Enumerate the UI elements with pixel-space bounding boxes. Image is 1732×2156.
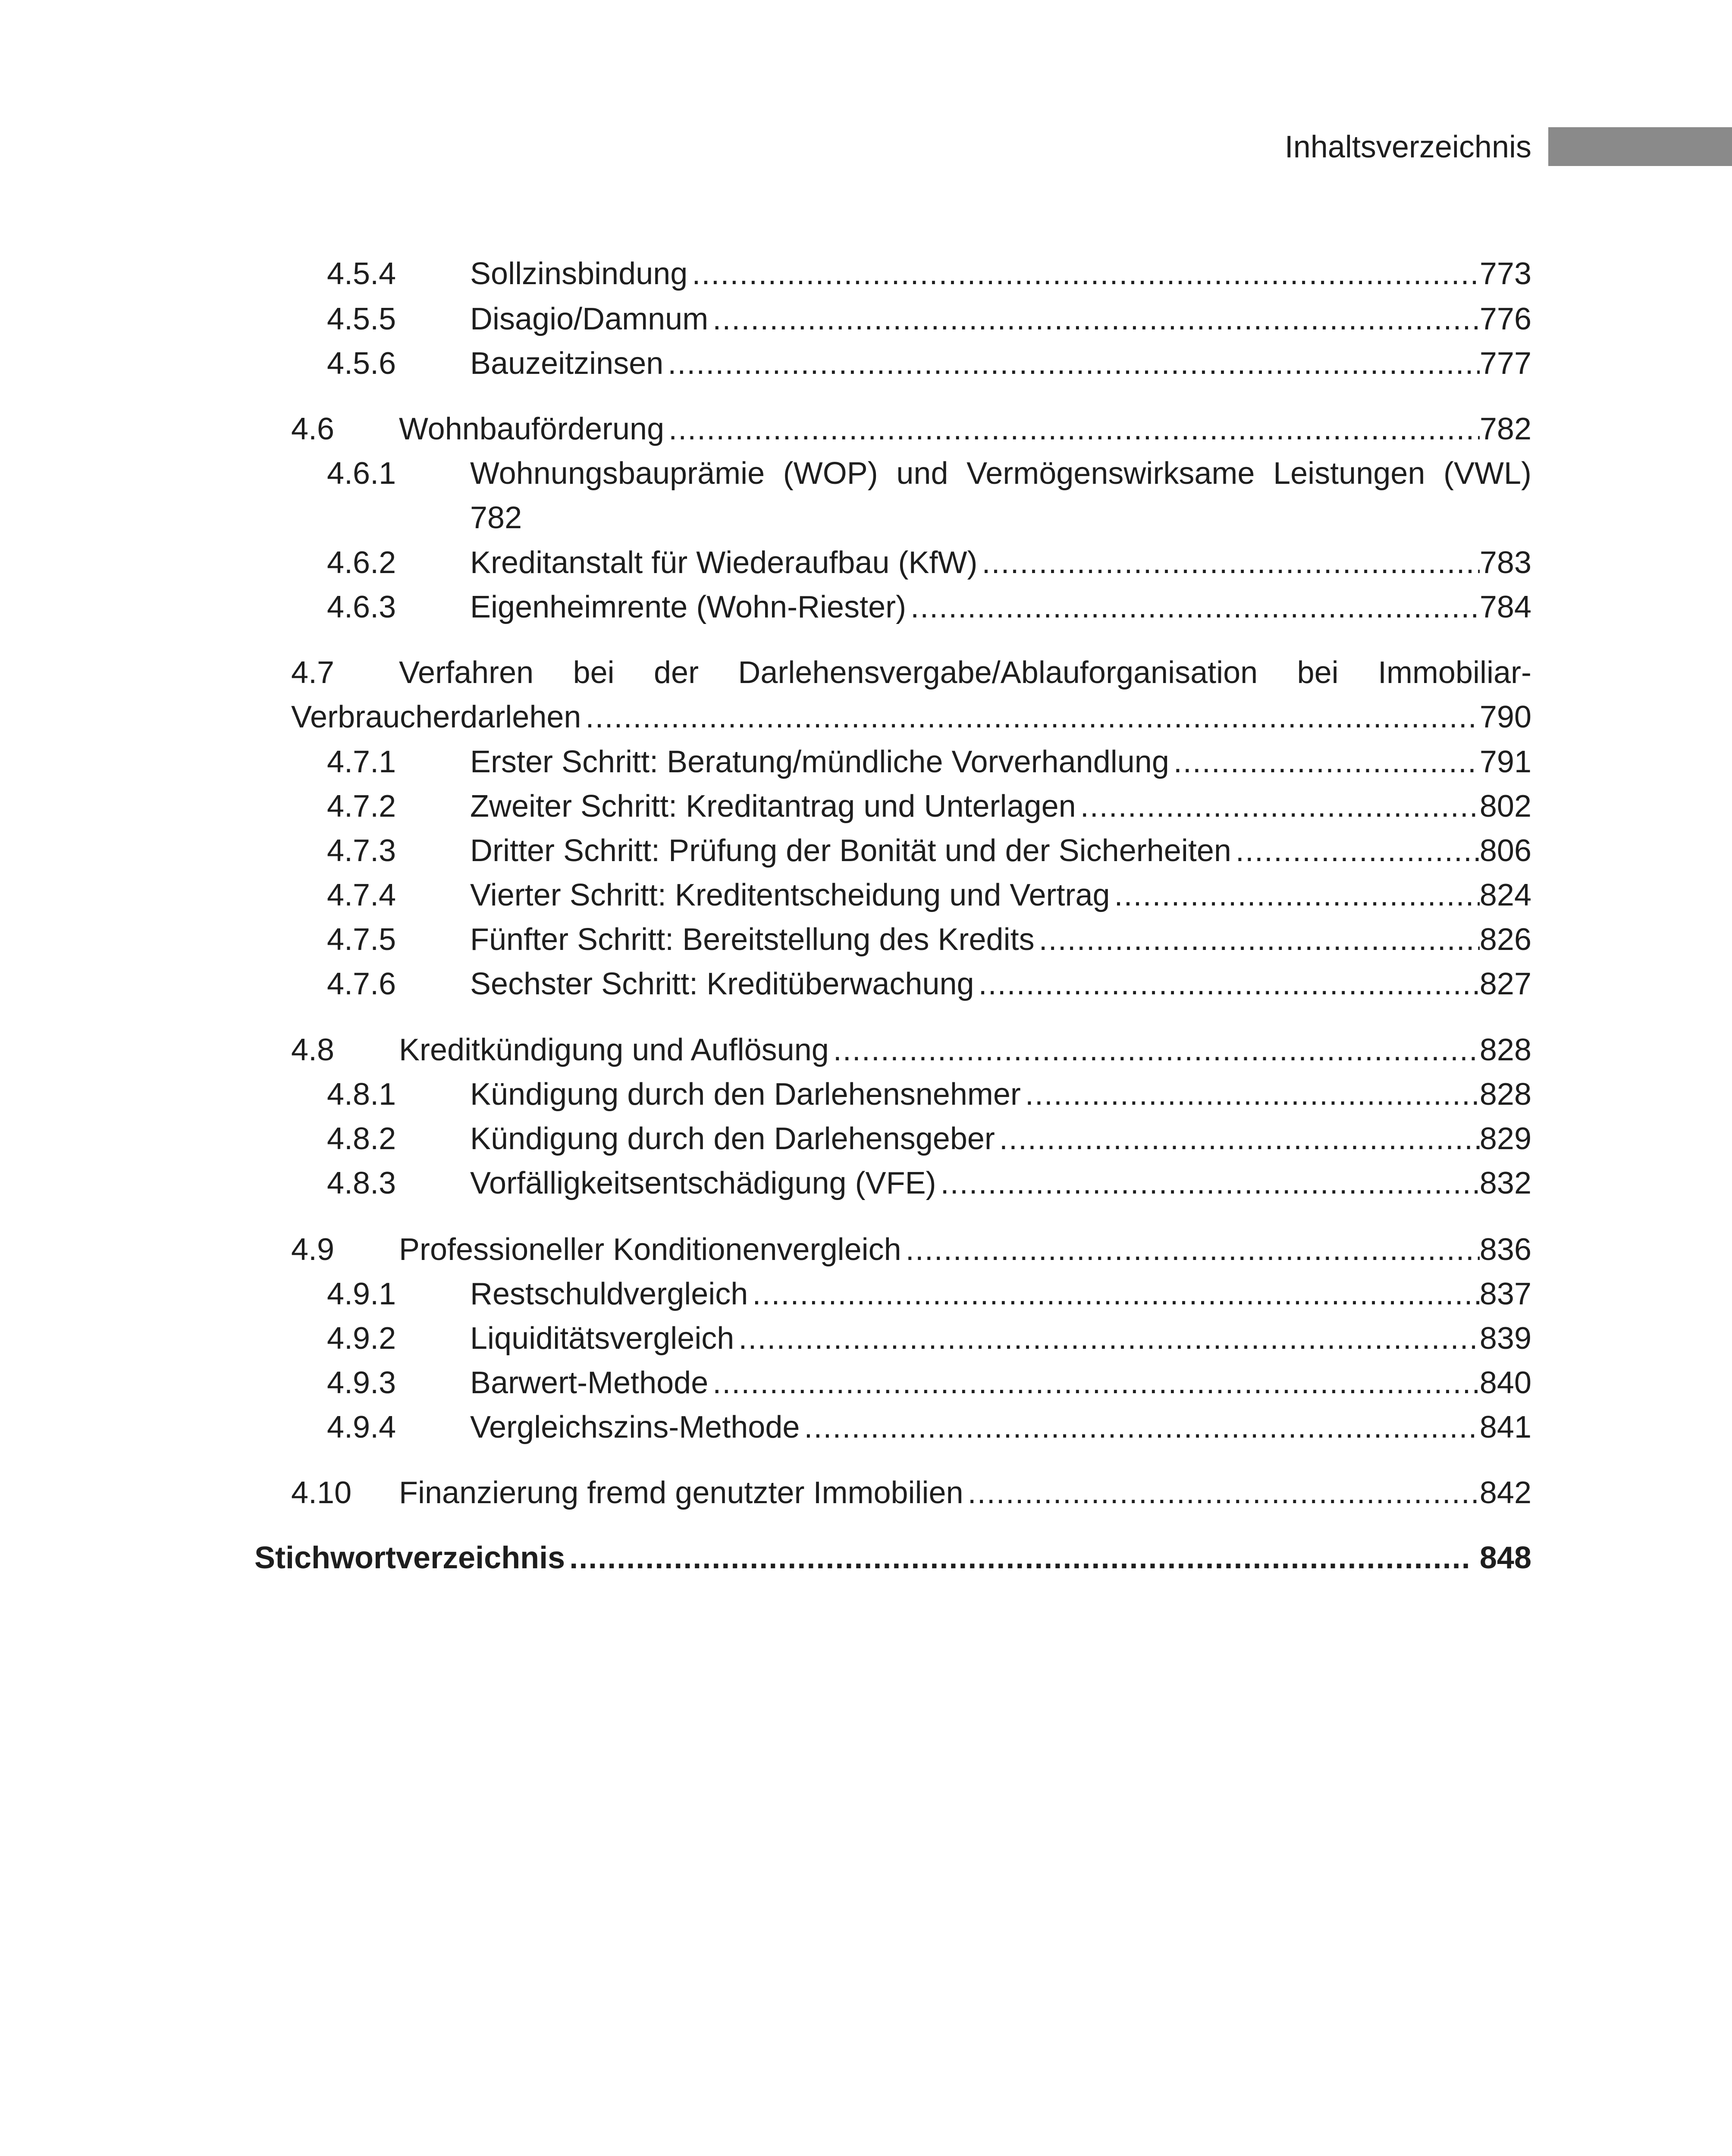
toc-entry-page: 839 [1479, 1321, 1531, 1356]
toc-entry-4-5-4[interactable] [0, 252, 1732, 295]
toc-entry-number: 4.10 [291, 1476, 352, 1510]
toc-entry-page: 802 [1479, 789, 1531, 824]
toc-entry-page: 829 [1479, 1122, 1531, 1156]
toc-entry-number: 4.9 [291, 1232, 335, 1267]
toc-entry-title-row [470, 874, 1531, 917]
leader-dots [968, 1471, 1480, 1514]
toc-entry-page: 773 [1479, 257, 1531, 291]
toc-entry-title: Sechster Schritt: Kreditüberwachung [470, 967, 974, 1001]
toc-entry-4-8-2[interactable] [0, 1117, 1732, 1160]
leader-dots [752, 1272, 1480, 1316]
leader-dots [738, 1317, 1480, 1360]
toc-entry-number: 4.6.3 [327, 590, 396, 624]
toc-entry-title: Erster Schritt: Beratung/mündliche Vorverhandlung [470, 745, 1169, 779]
toc-entry-4-5-6[interactable] [0, 342, 1732, 385]
toc-entry-title-row [470, 918, 1531, 961]
toc-entry-title: Disagio/Damnum [470, 302, 709, 336]
toc-entry-4-8-1[interactable] [0, 1073, 1732, 1116]
toc-entry-title-row [254, 1536, 1531, 1579]
toc-entry-number: 4.6 [291, 412, 335, 446]
toc-entry-page: 828 [1479, 1077, 1531, 1112]
leader-dots [585, 696, 1479, 739]
leader-dots [982, 541, 1479, 584]
leader-dots [712, 1361, 1480, 1404]
toc-entry-number: 4.5.6 [327, 346, 396, 381]
toc-entry-page: 782 [1479, 412, 1531, 446]
toc-entry-title: Kündigung durch den Darlehensnehmer [470, 1077, 1021, 1112]
toc-entry-page: 842 [1479, 1476, 1531, 1510]
toc-entry-4-9-3[interactable] [0, 1361, 1732, 1404]
toc-entry-page: 790 [1479, 700, 1531, 734]
toc-entry-title-row [470, 1361, 1531, 1404]
toc-entry-number: 4.7.1 [327, 745, 396, 779]
toc-entry-number: 4.8.2 [327, 1122, 396, 1156]
toc-entry-title-row [399, 1471, 1531, 1514]
leader-dots [1025, 1073, 1480, 1116]
header-accent-bar [1548, 127, 1732, 166]
leader-dots [1080, 785, 1480, 828]
leader-dots [569, 1536, 1471, 1579]
toc-entry-page: 837 [1479, 1277, 1531, 1311]
toc-entry-title: Stichwortverzeichnis [254, 1541, 565, 1575]
leader-dots [833, 1028, 1480, 1072]
toc-entry-title-row [470, 1317, 1531, 1360]
toc-entry-4-6-3[interactable] [0, 586, 1732, 629]
toc-entry-title: Vierter Schritt: Kreditentscheidung und Vertrag [470, 878, 1110, 912]
toc-entry-title-row [470, 252, 1531, 295]
toc-entry-title: Kündigung durch den Darlehensgeber [470, 1122, 995, 1156]
toc-entry-title: Kreditanstalt für Wiederaufbau (KfW) [470, 545, 978, 580]
toc-entry-number: 4.9.3 [327, 1366, 396, 1400]
toc-entry-title: Vergleichszins-Methode [470, 1410, 800, 1445]
toc-entry-number: 4.9.2 [327, 1321, 396, 1356]
toc-entry-4-9-4[interactable] [0, 1406, 1732, 1449]
toc-entry-page: 826 [1479, 922, 1531, 957]
toc-entry-title: Restschuldvergleich [470, 1277, 748, 1311]
toc-entry-4-7-4[interactable] [0, 874, 1732, 917]
toc-entry-page: 848 [1479, 1541, 1531, 1575]
toc-entry-4-7[interactable] [0, 651, 1732, 742]
toc-entry-title: Professioneller Konditionenvergleich [399, 1232, 901, 1267]
toc-entry-title-row [470, 1162, 1531, 1205]
toc-entry-number: 4.5.5 [327, 302, 396, 336]
toc-entry-page: 783 [1479, 545, 1531, 580]
toc-entry-title-row [470, 1073, 1531, 1116]
toc-entry-title: Kreditkündigung und Auflösung [399, 1033, 829, 1067]
toc-entry-4-7-2[interactable] [0, 785, 1732, 828]
toc-entry-title-row [470, 740, 1531, 783]
toc-entry-page: 782 [470, 501, 522, 535]
toc-entry-page: 828 [1479, 1033, 1531, 1067]
toc-entry-title-row [470, 1117, 1531, 1160]
toc-entry-page: 841 [1479, 1410, 1531, 1445]
toc-entry-page: 776 [1479, 302, 1531, 336]
toc-entry-number: 4.7.6 [327, 967, 396, 1001]
leader-dots [979, 962, 1480, 1006]
toc-entry-title-row [470, 829, 1531, 872]
toc-entry-title-row [470, 1272, 1531, 1316]
toc-entry-page: 836 [1479, 1232, 1531, 1267]
toc-entry-title-row [291, 696, 1531, 739]
leader-dots [668, 407, 1480, 451]
toc-entry-4-7-1[interactable] [0, 740, 1732, 783]
toc-entry-title: Finanzierung fremd genutzter Immobilien [399, 1476, 963, 1510]
toc-entry-page: 791 [1479, 745, 1531, 779]
leader-dots [1173, 740, 1480, 783]
toc-entry-title: Liquiditätsvergleich [470, 1321, 734, 1356]
toc-entry-title-row [470, 298, 1531, 341]
toc-entry-title: Wohnungsbauprämie (WOP) und Vermögenswirksame Leistungen (VWL) [470, 456, 1531, 491]
toc-entry-4-9-2[interactable] [0, 1317, 1732, 1360]
toc-entry-number: 4.7.2 [327, 789, 396, 824]
toc-entry-number: 4.6.1 [327, 456, 396, 491]
leader-dots [668, 342, 1480, 385]
toc-entry-4-6-1[interactable] [0, 452, 1732, 542]
leader-dots [712, 298, 1480, 341]
leader-dots [692, 252, 1480, 295]
toc-entry-4-8-3[interactable] [0, 1162, 1732, 1205]
toc-entry-page: 784 [1479, 590, 1531, 624]
toc-entry-number: 4.8 [291, 1033, 335, 1067]
toc-entry-title-row [470, 342, 1531, 385]
toc-entry-title-row [470, 962, 1531, 1006]
running-header-title: Inhaltsverzeichnis [1284, 130, 1531, 164]
toc-entry-title-row [470, 785, 1531, 828]
toc-entry-title: Dritter Schritt: Prüfung der Bonität und der Sicherheiten [470, 834, 1231, 868]
toc-entry-page: 777 [1479, 346, 1531, 381]
leader-dots [999, 1117, 1480, 1160]
leader-dots [1039, 918, 1480, 961]
leader-dots [1236, 829, 1480, 872]
toc-entry-title: Zweiter Schritt: Kreditantrag und Unterlagen [470, 789, 1076, 824]
toc-entry-title: Fünfter Schritt: Bereitstellung des Kredits [470, 922, 1035, 957]
toc-entry-number: 4.8.1 [327, 1077, 396, 1112]
toc-entry-4-6[interactable] [0, 407, 1732, 451]
toc-entry-number: 4.9.4 [327, 1410, 396, 1445]
toc-entry-title: Eigenheimrente (Wohn-Riester) [470, 590, 907, 624]
toc-entry-title-line1: Verfahren bei der Darlehensvergabe/Ablauforganisation bei Immobiliar- [399, 655, 1531, 690]
toc-entry-title: Bauzeitzinsen [470, 346, 664, 381]
toc-entry-title-row [399, 407, 1531, 451]
toc-entry-number: 4.7.4 [327, 878, 396, 912]
toc-entry-4-5-5[interactable] [0, 298, 1732, 341]
leader-dots [910, 586, 1480, 629]
toc-entry-4-7-6[interactable] [0, 962, 1732, 1006]
toc-entry-title: Barwert-Methode [470, 1366, 709, 1400]
toc-entry-title-row [470, 541, 1531, 584]
toc-entry-4-8[interactable] [0, 1028, 1732, 1072]
toc-entry-page: 806 [1479, 834, 1531, 868]
toc-entry-number: 4.7.5 [327, 922, 396, 957]
toc-entry-title: Sollzinsbindung [470, 257, 688, 291]
toc-entry-page: 827 [1479, 967, 1531, 1001]
toc-entry-page: 832 [1479, 1166, 1531, 1200]
toc-entry-number: 4.8.3 [327, 1166, 396, 1200]
toc-entry-number: 4.9.1 [327, 1277, 396, 1311]
toc-entry-page: 840 [1479, 1366, 1531, 1400]
toc-entry-title-row [399, 1228, 1531, 1271]
toc-entry-title-row [470, 586, 1531, 629]
leader-dots [941, 1162, 1480, 1205]
toc-entry-title-row [399, 1028, 1531, 1072]
toc-entry-title-row [470, 1406, 1531, 1449]
toc-entry-title: Wohnbauförderung [399, 412, 665, 446]
toc-entry-number: 4.7 [291, 655, 335, 690]
toc-entry-4-10[interactable] [0, 1471, 1732, 1514]
toc-entry-number: 4.5.4 [327, 257, 396, 291]
toc-entry-number: 4.6.2 [327, 545, 396, 580]
toc-entry-page: 824 [1479, 878, 1531, 912]
leader-dots [1114, 874, 1480, 917]
toc-entry-4-9-1[interactable] [0, 1272, 1732, 1316]
toc-entry-4-7-5[interactable] [0, 918, 1732, 961]
toc-entry-4-6-2[interactable] [0, 541, 1732, 584]
toc-entry-title-line2: Verbraucherdarlehen [291, 700, 581, 734]
toc-entry-4-9[interactable] [0, 1228, 1732, 1271]
leader-dots [804, 1406, 1479, 1449]
toc-entry-title: Vorfälligkeitsentschädigung (VFE) [470, 1166, 936, 1200]
toc-entry-4-7-3[interactable] [0, 829, 1732, 872]
toc-entry-index[interactable] [0, 1536, 1732, 1579]
leader-dots [906, 1228, 1480, 1271]
toc-entry-number: 4.7.3 [327, 834, 396, 868]
